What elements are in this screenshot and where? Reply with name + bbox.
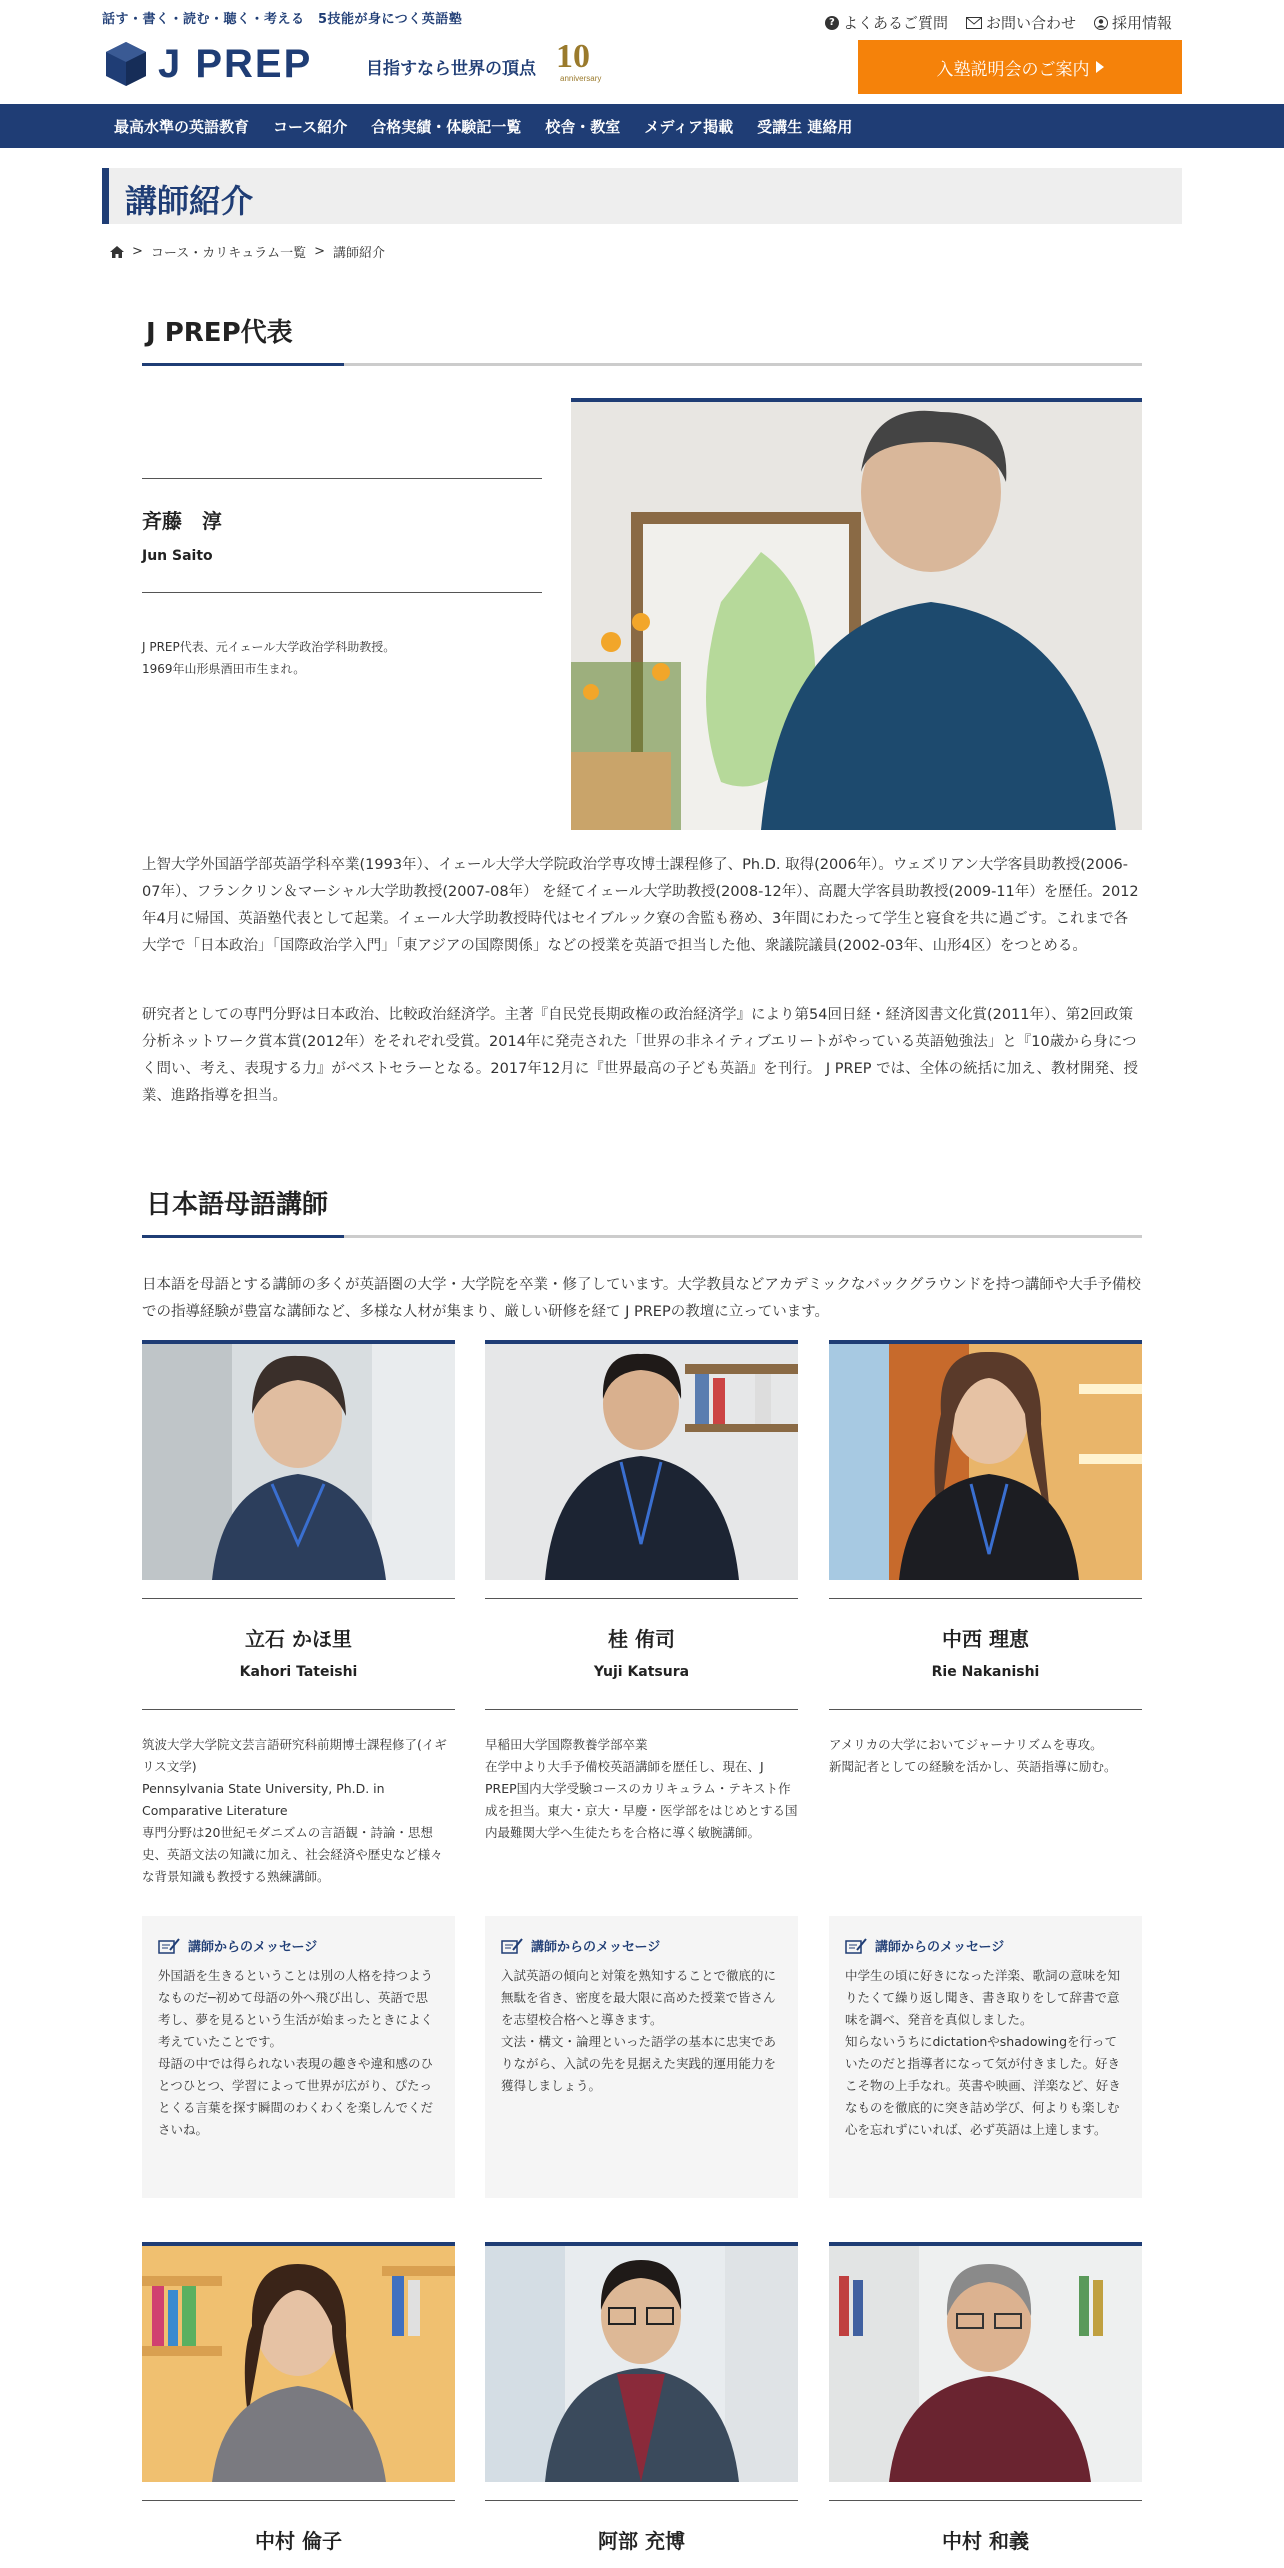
bio-text: アメリカの大学においてジャーナリズムを専攻。 新聞記者としての経験を活かし、英語指導に励む。 <box>829 1737 1117 1774</box>
teacher-roman-name: Yuji Katsura <box>593 1664 690 1680</box>
person-icon <box>1094 16 1108 30</box>
teacher-roman-name: Kahori Tateishi <box>239 1664 358 1680</box>
representative-name: 斉藤 淳 <box>142 509 222 533</box>
contact-label: お問い合わせ <box>985 14 1076 32</box>
note-pen-icon <box>845 1938 867 1954</box>
message-text: 入試英語の傾向と対策を熟知することで徹底的に無駄を省き、密度を最大限に高めた授業で皆さんを志望校合格へと導きます。 文法・構文・論理といった語学の基本に忠実でありながら、入試の先を見据えた実践的運用能力を獲得しましょう。 <box>501 1968 777 2093</box>
teacher-message <box>485 1916 798 2198</box>
note-pen-icon <box>158 1938 180 1954</box>
section-divider <box>142 363 1142 366</box>
nav-item-education[interactable]: 最高水準の英語教育 <box>114 117 250 136</box>
representative-short-bio <box>142 636 395 680</box>
caret-right-icon <box>1096 61 1104 73</box>
divider <box>142 592 542 593</box>
section-divider <box>142 1235 1142 1238</box>
teacher-bio <box>142 1734 455 1888</box>
message-heading-label: 講師からのメッセージ <box>531 1940 661 1955</box>
bio-text: 筑波大学大学院文芸言語研究科前期博士課程修了(イギリス文学) Pennsylvania State University, Ph.D. in Comparative Literature 専門分野は20世紀モダニズムの言語観・詩論・思想史、英語文法の知識に加え、社会経済や歴史など様々な背景知識も教授する熟練講師。 <box>142 1737 447 1884</box>
page-title: 講師紹介 <box>125 182 254 220</box>
representative-career: 上智大学外国語学部英語学科卒業(1993年）、イェール大学大学院政治学専攻博士課程修了、Ph.D. 取得(2006年）。ウェズリアン大学客員助教授(2006-07年）、フランクリン＆マーシャル大学助教授(2007-08年） を経てイェール大学助教授(2008-12年）、高麗大学客員助教授(2009-11年）を歴任。2012年4月に帰国、英語塾代表として起業。イェール大学助教授時代はセイブルック寮の舎監も務め、3年間にわたって学生と寝食を共に過ごす。これまで各大学で「日本政治」「国際政治学入門」「東アジアの国際関係」などの授業を英語で担当した他、衆議院議員(2002-03年、山形4区）をつとめる。 <box>142 857 1139 954</box>
short-bio-line: 1969年山形県酒田市生まれ。 <box>142 662 306 676</box>
nav-item-schools[interactable]: 校舎・教室 <box>545 117 621 136</box>
message-text: 外国語を生きるということは別の人格を持つようなものだ─初めて母語の外へ飛び出し、英語で思考し、夢を見るという生活が始まったときによく考えていたことです。 母語の中では得られない表現の趣きや違和感のひとつひとつ、学習によって世界が広がり、ぴたっとくる言葉を探す瞬間のわくわくを楽しんでくださいね。 <box>158 1968 434 2137</box>
teacher-name-box <box>142 2500 455 2554</box>
note-pen-icon <box>501 1938 523 1954</box>
teacher-bio <box>829 1734 1142 1778</box>
representative-photo <box>571 398 1142 830</box>
nav-item-media[interactable]: メディア掲載 <box>644 117 734 136</box>
nav-item-courses[interactable]: コース紹介 <box>273 117 348 136</box>
slogan: 目指すなら世界の頂点 <box>366 59 536 79</box>
teacher-name-box <box>142 1598 455 1710</box>
site-logo[interactable] <box>104 40 312 88</box>
logo-text: J PREP <box>158 41 313 86</box>
tagline: 話す・書く・読む・聴く・考える 5技能が身につく英語塾 <box>102 12 463 27</box>
utility-links <box>825 12 1172 33</box>
teacher-name-box <box>485 1598 798 1710</box>
section-heading-jp-teachers <box>142 1184 1142 1238</box>
representative-info <box>142 478 542 593</box>
section-title: J PREP代表 <box>146 318 293 348</box>
message-heading-label: 講師からのメッセージ <box>875 1940 1005 1955</box>
teacher-name: 中村 倫子 <box>255 2529 342 2553</box>
message-heading <box>158 1936 439 1955</box>
representative-roman-name: Jun Saito <box>142 548 213 564</box>
teacher-photo <box>485 2242 798 2482</box>
breadcrumb-courses[interactable]: コース・カリキュラム一覧 <box>150 246 307 261</box>
teacher-photo <box>142 1340 455 1580</box>
message-text: 中学生の頃に好きになった洋楽、歌詞の意味を知りたくて繰り返し聞き、書き取りをして辞書で意味を調べ、発音を真似しました。 知らないうちにdictationやshadowingを行っていたのだと指導者になって気が付きました。好きこそ物の上手なれ。英書や映画、洋楽など、好きなものを徹底的に突き詰め学び、何よりも楽しむ心を忘れずにいれば、必ず英語は上達します。 <box>845 1968 1121 2137</box>
teacher-roman-name: Rie Nakanishi <box>931 1664 1040 1680</box>
breadcrumb-current: 講師紹介 <box>333 246 386 261</box>
cta-label: 入塾説明会のご案内 <box>936 59 1090 80</box>
recruit-link[interactable] <box>1094 12 1172 33</box>
global-nav <box>0 104 1284 148</box>
home-icon[interactable] <box>110 246 124 258</box>
teacher-message <box>829 1916 1142 2198</box>
bio-text: 早稲田大学国際教養学部卒業 在学中より大手予備校英語講師を歴任し、現在、J PREP国内大学受験コースのカリキュラム・テキスト作成を担当。東大・京大・早慶・医学部をはじめとする国内最難関大学へ生徒たちを合格に導く敏腕講師。 <box>485 1737 798 1840</box>
site-header <box>0 0 1284 104</box>
teacher-bio <box>485 1734 798 1844</box>
teacher-name: 阿部 充博 <box>598 2529 685 2553</box>
question-icon: ? <box>825 16 839 30</box>
breadcrumb-sep: > <box>132 244 143 259</box>
teacher-name: 桂 侑司 <box>608 1627 675 1651</box>
representative-research: 研究者としての専門分野は日本政治、比較政治経済学。主著『自民党長期政権の政治経済学』により第54回日経・経済図書文化賞(2011年）、第2回政策分析ネットワーク賞本賞(2012年）をそれぞれ受賞。2014年に発売された「世界の非ネイティブエリートがやっている英語勉強法」と『10歳から身につく問い、考え、表現する力』がベストセラーとなる。2017年12月に『世界最高の子ども英語』を刊行。 J PREP では、全体の統括に加え、教材開発、授業、進路指導を担当。 <box>142 1007 1138 1104</box>
nav-item-students[interactable]: 受講生 連絡用 <box>757 117 853 136</box>
anniversary-badge <box>554 38 602 86</box>
teacher-name: 中村 和義 <box>942 2529 1029 2553</box>
teacher-name: 立石 かほ里 <box>245 1627 352 1651</box>
contact-link[interactable] <box>966 12 1076 33</box>
teacher-name-box <box>485 2500 798 2554</box>
message-heading <box>501 1936 782 1955</box>
logo-cube-icon <box>104 40 148 88</box>
teacher-photo <box>829 2242 1142 2482</box>
teacher-photo <box>142 2242 455 2482</box>
anniversary-number: 10 <box>556 38 590 75</box>
breadcrumb <box>110 242 385 261</box>
teacher-name-box <box>829 1598 1142 1710</box>
mail-icon <box>966 17 982 29</box>
teacher-photo <box>485 1340 798 1580</box>
breadcrumb-sep: > <box>314 244 326 259</box>
page-title-bar <box>102 168 1182 224</box>
recruit-label: 採用情報 <box>1111 14 1172 32</box>
faq-label: よくあるご質問 <box>842 14 948 32</box>
section-title: 日本語母語講師 <box>146 1190 329 1220</box>
teacher-message <box>142 1916 455 2198</box>
divider <box>142 478 542 479</box>
anniversary-sub: anniversary <box>560 74 602 83</box>
faq-link[interactable] <box>825 12 948 33</box>
nav-item-results[interactable]: 合格実績・体験記一覧 <box>371 117 522 136</box>
message-heading-label: 講師からのメッセージ <box>188 1940 318 1955</box>
teacher-name: 中西 理恵 <box>942 1627 1029 1651</box>
teacher-name-box <box>829 2500 1142 2554</box>
short-bio-line: J PREP代表、元イェール大学政治学科助教授。 <box>142 640 396 654</box>
message-heading <box>845 1936 1126 1955</box>
section-heading-representative <box>142 312 1142 366</box>
seminar-cta-button[interactable] <box>858 40 1182 94</box>
jp-teachers-lead: 日本語を母語とする講師の多くが英語圏の大学・大学院を卒業・修了しています。大学教員などアカデミックなバックグラウンドを持つ講師や大手予備校での指導経験が豊富な講師など、多様な人材が集まり、厳しい研修を経て J PREPの教壇に立っています。 <box>142 1277 1141 1320</box>
teacher-photo <box>829 1340 1142 1580</box>
